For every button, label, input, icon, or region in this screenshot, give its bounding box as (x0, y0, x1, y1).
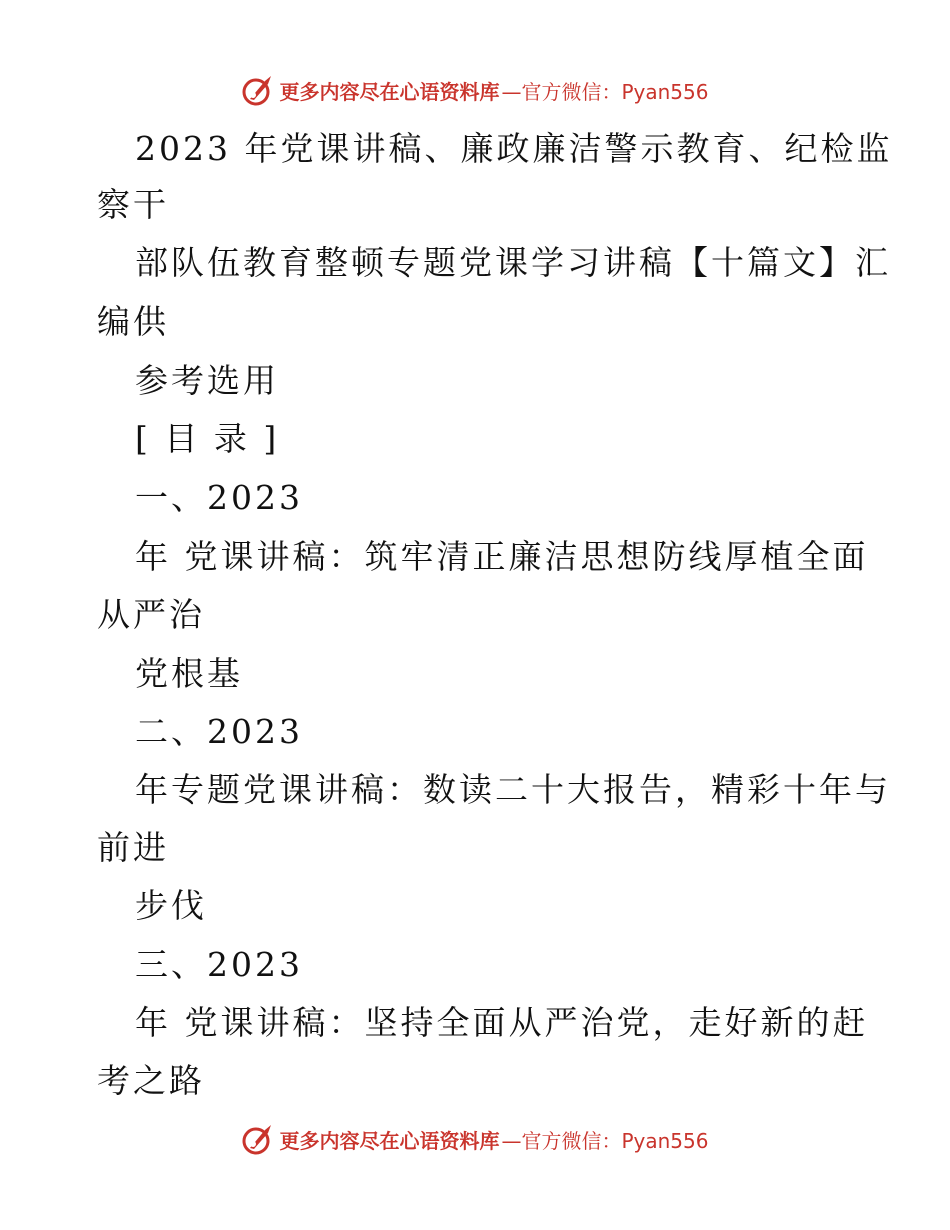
toc-item-2-title-line-1: 年专题党课讲稿：数读二十大报告，精彩十年与 (135, 770, 891, 809)
header-banner (0, 70, 950, 110)
toc-item-2-title-line-2: 前进 (97, 828, 169, 867)
footer-banner-wechat: —官方微信：Pyan556 (501, 1128, 709, 1153)
toc-item-2-title-line-3: 步伐 (135, 886, 207, 925)
title-line-4: 编供 (97, 302, 169, 341)
toc-item-1-number: 一、2023 (135, 478, 303, 517)
toc-item-3-title-line-1: 年 党课讲稿：坚持全面从严治党，走好新的赶 (135, 1003, 869, 1042)
toc-item-1-title-line-2: 从严治 (97, 595, 205, 634)
title-line-1: 2023 年党课讲稿、廉政廉洁警示教育、纪检监 (135, 129, 893, 168)
toc-item-3-title-line-2: 考之路 (97, 1061, 205, 1100)
toc-item-2-number: 二、2023 (135, 712, 303, 751)
footer-banner (0, 1119, 950, 1159)
toc-item-1-title-line-3: 党根基 (135, 654, 243, 693)
footer-banner-text: 更多内容尽在心语资料库 (279, 1128, 500, 1153)
header-banner-text: 更多内容尽在心语资料库 (279, 79, 500, 104)
toc-item-1-title-line-1: 年 党课讲稿：筑牢清正廉洁思想防线厚植全面 (135, 537, 869, 576)
logo-icon (241, 73, 275, 107)
title-line-3: 部队伍教育整顿专题党课学习讲稿【十篇文】汇 (135, 243, 891, 282)
title-line-5: 参考选用 (135, 361, 279, 400)
toc-item-3-number: 三、2023 (135, 945, 303, 984)
logo-icon (241, 1122, 275, 1156)
header-banner-wechat: —官方微信：Pyan556 (501, 79, 709, 104)
title-line-2: 察干 (97, 185, 169, 224)
toc-heading: [ 目 录 ] (135, 419, 280, 458)
